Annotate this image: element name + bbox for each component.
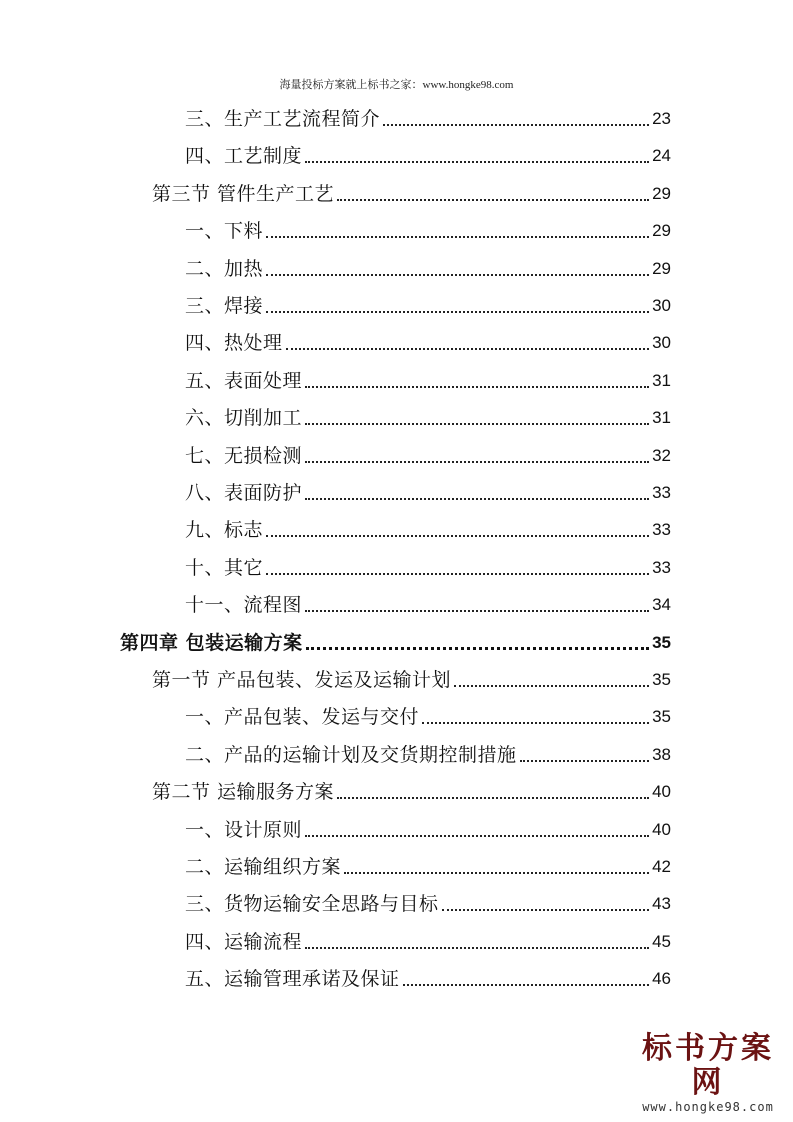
- toc-entry-page: 29: [652, 259, 671, 278]
- toc-leader-dots: [337, 199, 649, 201]
- toc-entry[interactable]: [185, 255, 671, 283]
- toc-entry[interactable]: [185, 853, 671, 881]
- toc-leader-dots: [337, 797, 649, 799]
- toc-entry-page: 33: [652, 483, 671, 502]
- toc-entry-label: 一、设计原则: [185, 819, 303, 841]
- toc-entry[interactable]: [185, 367, 671, 395]
- toc-entry-page: 31: [652, 408, 671, 427]
- toc-entry-label: 第四章 包装运输方案: [120, 632, 303, 654]
- toc-leader-dots: [305, 498, 649, 500]
- toc-leader-dots: [306, 647, 649, 650]
- toc-entry[interactable]: [185, 741, 671, 769]
- toc-entry[interactable]: [185, 703, 671, 731]
- toc-entry[interactable]: [152, 180, 671, 208]
- toc-leader-dots: [266, 274, 649, 276]
- toc-leader-dots: [305, 610, 649, 612]
- watermark-title: 标书方案网: [642, 1031, 774, 1100]
- toc-leader-dots: [266, 573, 649, 575]
- page-header: 海量投标方案就上标书之家：www.hongke98.com: [279, 79, 514, 91]
- toc-entry-page: 40: [652, 820, 671, 839]
- toc-entry[interactable]: [185, 816, 671, 844]
- toc-entry[interactable]: [185, 105, 671, 133]
- toc-leader-dots: [305, 461, 649, 463]
- toc-entry-page: 38: [652, 745, 671, 764]
- watermark-url: www.hongke98.com: [642, 1100, 774, 1114]
- toc-entry[interactable]: [185, 329, 671, 357]
- toc-leader-dots: [442, 909, 650, 911]
- toc-entry-label: 七、无损检测: [185, 445, 303, 467]
- toc-leader-dots: [422, 722, 649, 724]
- toc-entry-label: 三、焊接: [185, 295, 264, 317]
- toc-leader-dots: [266, 535, 649, 537]
- toc-entry-page: 43: [652, 894, 671, 913]
- toc-entry-label: 十一、流程图: [185, 594, 303, 616]
- toc-entry-page: 35: [652, 670, 671, 689]
- toc-entry-page: 46: [652, 969, 671, 988]
- toc-entry-page: 40: [652, 782, 671, 801]
- toc-entry-label: 十、其它: [185, 557, 264, 579]
- toc-entry[interactable]: [120, 629, 671, 657]
- toc-entry-label: 二、加热: [185, 258, 264, 280]
- toc-leader-dots: [286, 348, 650, 350]
- toc-entry-label: 一、产品包装、发运与交付: [185, 706, 420, 728]
- toc-entry-label: 六、切削加工: [185, 407, 303, 429]
- toc-entry-label: 三、生产工艺流程简介: [185, 108, 381, 130]
- toc-entry-label: 三、货物运输安全思路与目标: [185, 893, 439, 915]
- toc-leader-dots: [266, 311, 649, 313]
- toc-entry-page: 45: [652, 932, 671, 951]
- toc-entry[interactable]: [185, 554, 671, 582]
- toc-entry-page: 33: [652, 558, 671, 577]
- toc-leader-dots: [520, 760, 650, 762]
- toc-entry[interactable]: [152, 666, 671, 694]
- toc-entry-page: 35: [652, 707, 671, 726]
- toc-entry-page: 29: [652, 221, 671, 240]
- toc-leader-dots: [403, 984, 650, 986]
- toc-leader-dots: [305, 947, 649, 949]
- toc-entry[interactable]: [185, 928, 671, 956]
- toc-entry-label: 五、表面处理: [185, 370, 303, 392]
- toc-leader-dots: [305, 835, 649, 837]
- toc-leader-dots: [305, 386, 649, 388]
- toc-entry-label: 第二节 运输服务方案: [152, 781, 335, 803]
- toc-entry[interactable]: [185, 404, 671, 432]
- watermark-logo: [633, 1032, 783, 1114]
- toc-entry[interactable]: [185, 890, 671, 918]
- toc-entry[interactable]: [185, 292, 671, 320]
- toc-entry-page: 35: [652, 633, 671, 652]
- toc-entry[interactable]: [185, 965, 671, 993]
- toc-leader-dots: [383, 124, 649, 126]
- toc-leader-dots: [305, 161, 649, 163]
- toc-entry[interactable]: [185, 591, 671, 619]
- toc-entry[interactable]: [185, 516, 671, 544]
- toc-entry-page: 32: [652, 446, 671, 465]
- toc-entry-page: 34: [652, 595, 671, 614]
- toc-entry[interactable]: [185, 142, 671, 170]
- toc-entry-label: 九、标志: [185, 519, 264, 541]
- toc-entry-page: 30: [652, 296, 671, 315]
- toc-entry[interactable]: [152, 778, 671, 806]
- toc-leader-dots: [266, 236, 649, 238]
- toc-entry-page: 31: [652, 371, 671, 390]
- toc-entry-label: 四、工艺制度: [185, 145, 303, 167]
- toc-entry-label: 四、运输流程: [185, 931, 303, 953]
- toc-entry-label: 第一节 产品包装、发运及运输计划: [152, 669, 452, 691]
- toc-entry-label: 第三节 管件生产工艺: [152, 183, 335, 205]
- toc-entry[interactable]: [185, 217, 671, 245]
- toc-leader-dots: [454, 685, 649, 687]
- toc-entry-page: 29: [652, 184, 671, 203]
- toc-entry-label: 五、运输管理承诺及保证: [185, 968, 400, 990]
- toc-entry-page: 30: [652, 333, 671, 352]
- toc-entry-page: 24: [652, 146, 671, 165]
- toc-entry-page: 33: [652, 520, 671, 539]
- toc-leader-dots: [305, 423, 649, 425]
- toc-entry-label: 四、热处理: [185, 332, 283, 354]
- toc-entry-page: 23: [652, 109, 671, 128]
- toc-entry-label: 一、下料: [185, 220, 264, 242]
- toc-entry[interactable]: [185, 479, 671, 507]
- toc-entry-label: 八、表面防护: [185, 482, 303, 504]
- toc-entry-label: 二、产品的运输计划及交货期控制措施: [185, 744, 517, 766]
- toc-entry[interactable]: [185, 442, 671, 470]
- toc-entry-label: 二、运输组织方案: [185, 856, 342, 878]
- toc-entry-page: 42: [652, 857, 671, 876]
- toc-leader-dots: [344, 872, 649, 874]
